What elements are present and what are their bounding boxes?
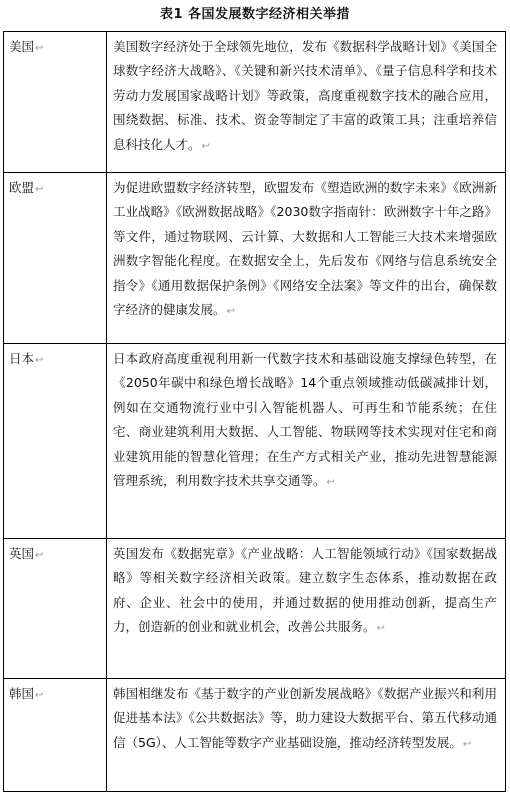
table-row <box>4 344 506 539</box>
country-name: 美国 <box>9 39 35 54</box>
measures-table <box>3 31 506 792</box>
paragraph-mark-icon: ↩ <box>462 738 472 750</box>
country-cell <box>4 679 107 792</box>
country-cell <box>4 173 107 344</box>
paragraph-mark-icon: ↩ <box>35 690 44 701</box>
description-cell <box>107 679 506 792</box>
paragraph-mark-icon: ↩ <box>376 623 385 635</box>
country-cell <box>4 539 107 679</box>
table-row <box>4 32 506 173</box>
description-cell <box>107 344 506 539</box>
country-name: 英国 <box>9 546 35 561</box>
paragraph-mark-icon: ↩ <box>35 43 44 54</box>
paragraph-mark-icon: ↩ <box>35 184 44 195</box>
description-text: 为促进欧盟数字经济转型，欧盟发布《塑造欧洲的数字未来》《欧洲新工业战略》《欧洲数据战略》《2030数字指南针：欧洲数字十年之路》等文件，通过物联网、云计算、大数据和人工智能三大技术来增强欧洲数字智能化程度。在数据安全上，先后发布《网络与信息系统安全指令》《通用数据保护条例》《网络安全法案》等文件的出台，确保数字经济的健康发展。 <box>113 180 497 318</box>
paragraph-mark-icon: ↩ <box>35 355 44 366</box>
description-cell <box>107 539 506 679</box>
description-cell <box>107 173 506 344</box>
description-text: 日本政府高度重视利用新一代数字技术和基础设施支撑绿色转型，在《2050年碳中和绿色增长战略》14个重点领域推动低碳减排计划，例如在交通物流行业中引入智能机器人、可再生和节能系统；在住宅、商业建筑利用大数据、人工智能、物联网等技术实现对住宅和商业建筑用能的智慧化管理；在生产方式相关产业，推动先进智慧能源管理系统，利用数字技术共享交通等。 <box>113 351 497 489</box>
paragraph-mark-icon: ↩ <box>35 550 44 561</box>
country-cell <box>4 32 107 173</box>
table-row <box>4 173 506 344</box>
table-row <box>4 679 506 792</box>
country-name: 欧盟 <box>9 180 35 195</box>
paragraph-mark-icon: ↩ <box>226 306 235 318</box>
description-text: 韩国相继发布《基于数字的产业创新发展战略》《数据产业振兴和利用促进基本法》《公共数据法》等，助力建设大数据平台、第五代移动通信（5G）、人工智能等数字产业基础设施，推动经济转型发展。 <box>113 686 497 750</box>
country-name: 韩国 <box>9 686 35 701</box>
country-cell <box>4 344 107 539</box>
table-row <box>4 539 506 679</box>
description-text: 美国数字经济处于全球领先地位，发布《数据科学战略计划》《美国全球数字经济大战略》、《关键和新兴技术清单》、《量子信息科学和技术劳动力发展国家战略计划》等政策，高度重视数字技术的融合应用，围绕数据、标准、技术、资金等制定了丰富的政策工具；注重培养信息科技化人才。 <box>113 39 497 152</box>
paragraph-mark-icon: ↩ <box>326 477 335 489</box>
paragraph-mark-icon: ↩ <box>201 140 210 152</box>
description-text: 英国发布《数据宪章》《产业战略：人工智能领域行动》《国家数据战略》等相关数字经济相关政策。建立数字生态体系，推动数据在政府、企业、社会中的使用，并通过数据的使用推动创新，提高生产力，创造新的创业和就业机会，改善公共服务。 <box>113 546 497 635</box>
table-title: 表1 各国发展数字经济相关举措 <box>159 7 351 22</box>
country-name: 日本 <box>9 351 35 366</box>
description-cell <box>107 32 506 173</box>
